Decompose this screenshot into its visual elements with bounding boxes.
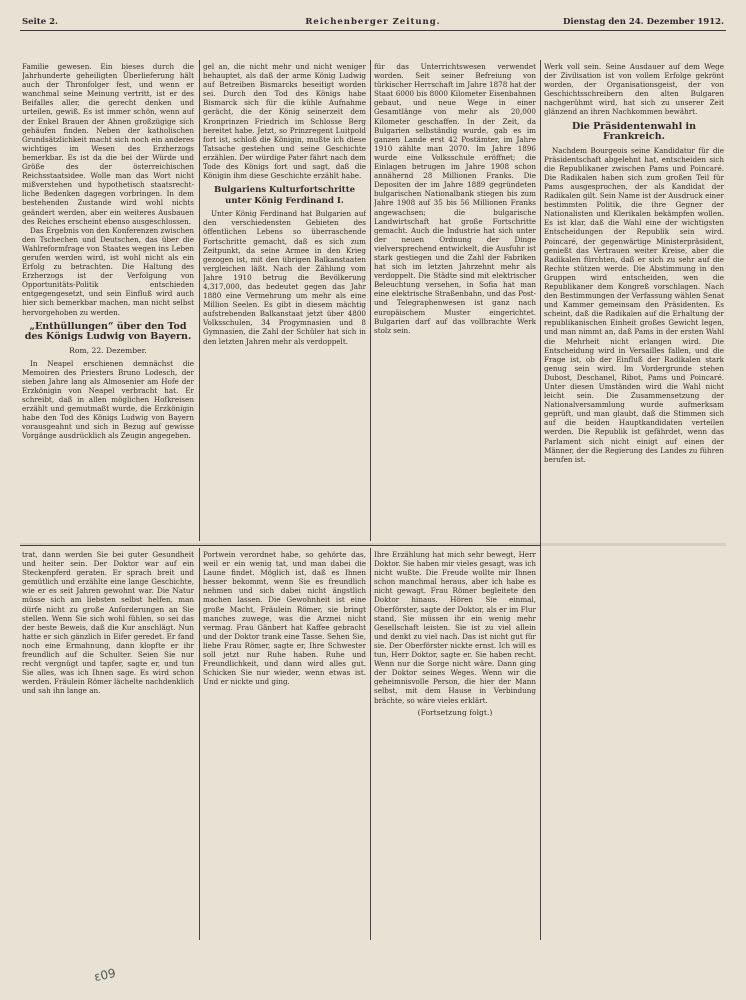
article-text: Werk voll sein. Seine Ausdauer auf dem Wege der Zivilisation ist von vollem Erfolge gekrönt worden, der Organisationsgeist, der von Geschichtsschreibern den alten Bulgaren nachgerühmt wird, hat sich zu unserer Zeit glänzend an ihren Nachkommen bewährt. — [544, 62, 724, 117]
serial-continued: (Fortsetzung folgt.) — [417, 707, 493, 717]
page-number: Seite 2. — [22, 17, 58, 27]
column-4 — [544, 62, 724, 938]
issue-date: Dienstag den 24. Dezember 1912. — [563, 17, 724, 27]
article-text: gel an, die nicht mehr und nicht weniger behauptet, als daß der arme König Ludwig auf Betreiben Bismarcks beseitigt worden sei. Durch den Tod des Königs habe Bismarck sich für die kühle Aufnahme gerächt, die der König seinerzeit dem Kronprinzen Friedrich im Schlosse Berg bereitet habe. Jetzt, so Prinzregent Luitpold fort ist, schloß die Königin, mußte ich diese Tatsache gestehen und seine Geschichte erzählen. Der würdige Pater fährt nach dem Tode des Königs fort und sagt, daß die Königin ihm diese Geschichte erzählt habe. — [203, 62, 366, 181]
page-header — [20, 16, 726, 31]
column-rule — [540, 60, 541, 940]
column-2 — [203, 62, 366, 540]
column-rule — [370, 548, 371, 940]
article-text: Unter König Ferdinand hat Bulgarien auf den verschiedensten Gebieten des öffentlichen Lebens so überraschende Fortschritte gemacht, daß es sich zum Zeitpunkt, da seine Armee in den Krieg gezogen ist, mit den übrigen Balkanstaaten vergleichen läßt. Nach der Zählung vom Jahre 1910 betrug die Bevölkerung 4,317,000, das bedeutet gegen das Jahr 1880 eine Vermehrung um mehr als eine Million Seelen. Es gibt in diesem mächtig aufstrebenden Balkanstaat jetzt über 4800 Volksschulen, 34 Progymnasien und 8 Gymnasien, die Zahl der Schüler hat sich in den letzten Jahren mehr als verdoppelt. — [203, 209, 366, 346]
article-headline: „Enthüllungen“ über den Tod des Königs Ludwig von Bayern. — [24, 320, 192, 343]
column-rule — [199, 60, 200, 541]
serial-text: Ihre Erzählung hat mich sehr bewegt, Herr Doktor. Sie haben mir vieles gesagt, was ich nicht wußte. Die Freude wollte mir Ihnen schon manchmal heraus, aber ich habe es nicht gewagt. Frau Römer begleitete den Doktor hinaus. Hören Sie einmal, Oberförster, sagte der Doktor, als er im Flur stand, Sie müssen ihr ein wenig mehr Gesellschaft leisten. Sie ist zu viel allein und denkt zu viel nach. Das ist nicht gut für sie. Der Oberförster nickte ernst. Ich will es tun, Herr Doktor, sagte er. Sie haben recht. Wenn nur die Sorge nicht wäre. Dann ging der Doktor seines Weges. Wenn wir die geheimnisvolle Person, die hier der Mann selbst, mit dem Hause in Verbindung brächte, so wäre vieles erklärt. — [374, 550, 536, 705]
article-text: Nachdem Bourgeois seine Kandidatur für die Präsidentschaft abgelehnt hat, entscheiden sich die Republikaner zwischen Pams und Poincaré. Die Radikalen haben sich zum großen Teil für Pams ausgesprochen, der als Kandidat der Radikalen gilt. Sein Name ist der Ausdruck einer bestimmten Politik, die ihre Gegner der Nationalisten und Klerikalen bekämpfen wollen. Es ist klar, daß die Wahl eine der wichtigsten Entscheidungen der Republik sein wird. Poincaré, der gegenwärtige Ministerpräsident, genießt das Vertrauen weiter Kreise, aber die Radikalen fürchten, daß er sich zu sehr auf die Rechte stützen werde. Die Abstimmung in den Gruppen wird entscheiden, wen die Republikaner dem Kongreß vorschlagen. Nach den Bestimmungen der Verfassung wählen Senat und Kammer gemeinsam den Präsidenten. Es scheint, daß die Radikalen auf die Erhaltung der republikanischen Einheit großes Gewicht legen, und man nimmt an, daß Pams in der ersten Wahl die Mehrheit nicht erlangen wird. Die Entscheidung wird in Versailles fallen, und die Frage ist, ob der Einfluß der Radikalen stark genug sein wird. Im Vordergrunde stehen Dubost, Deschanel, Ribot, Pams und Poincaré. Unter diesen Umständen wird die Wahl nicht leicht sein. Die Zusammensetzung der Nationalversammlung wurde aufmerksam geprüft, und man glaubt, daß die Stimmen sich auf die beiden Hauptkandidaten verteilen werden. Die Republik ist gefährdet, wenn das Parlament sich nicht einigt auf einen der Männer, der die Regierung des Landes zu führen berufen ist. — [544, 145, 724, 464]
margin-handwriting: ε09 — [92, 965, 117, 985]
serial-text: Portwein verordnet habe, so gehörte das, weil er ein wenig tat, und man dabei die Laune findet. Möglich ist, daß es Ihnen besser bekommt, wenn Sie es freundlich nehmen und sich dabei nicht ängstlich machen lassen. Die Gewohnheit ist eine große Macht, Fräulein Römer, sie bringt manches zuwege, was die Arznei nicht vermag. Frau Gänbert hat Kaffee gebracht und der Doktor trank eine Tasse. Sehen Sie, liebe Frau Römer, sagte er, Ihre Schwester soll jetzt nur Ruhe haben. Ruhe und Freundlichkeit, und dann wird alles gut. Schicken Sie nur wieder, wenn etwas ist. Und er nickte und ging. — [203, 550, 366, 687]
serial-column-1 — [22, 550, 194, 938]
article-text: für das Unterrichtswesen verwendet worden. Seit seiner Befreiung von türkischer Herrschaft im Jahre 1878 hat der Staat 6000 bis 8000 Kilometer Eisenbahnen gebaut, und neue Wege in einer Gesamtlänge von mehr als 20,000 Kilometer geschaffen. In der Zeit, da Bulgarien selbständig wurde, gab es im ganzen Lande erst 42 Postämter, im Jahre 1910 zählte man 2070. Im Jahre 1896 wurde eine Volksschule eröffnet; die Einlagen betrugen im Jahre 1908 schon annähernd 28 Millionen Franks. Die Depositen der im Jahre 1889 gegründeten bulgarischen Nationalbank stiegen bis zum Jahre 1908 auf 35 bis 56 Millionen Franks angewachsen; die bulgarische Landwirtschaft hat große Fortschritte gemacht. Auch die Industrie hat sich unter der neuen Ordnung der Dinge vielversprechend entwickelt, die Ausfuhr ist stark gestiegen und die Zahl der Fabriken hat sich im letzten Jahrzehnt mehr als verdoppelt. Die Städte sind mit elektrischer Beleuchtung versehen, in Sofia hat man eine elektrische Straßenbahn, und das Post- und Telegraphenwesen ist ganz nach europäischem Muster eingerichtet. Bulgarien darf auf das vollbrachte Werk stolz sein. — [374, 62, 536, 335]
article-headline: Bulgariens Kulturfortschritte unter König Ferdinand I. — [213, 185, 356, 206]
newspaper-title: Reichenberger Zeitung. — [305, 17, 441, 27]
serial-column-3 — [374, 550, 536, 938]
serial-text: trat, dann werden Sie bei guter Gesundheit und heiter sein. Der Doktor war auf ein Steckenpferd geraten. Er sprach breit und gemütlich und erzählte eine lange Geschichte, wie er es seit Jahren gewohnt war. Die Natur müsse sich am liebsten selbst helfen, man dürfe nicht zu große Anforderungen an Sie stellen. Wenn Sie sich wohl fühlen, so sei das der beste Beweis, daß die Kur anschlägt. Nun hatte er sich gänzlich in Eifer geredet. Er fand noch eine Ermahnung, dann klopfte er ihr freundlich auf die Schulter. Seien Sie nur recht vergnügt und tapfer, sagte er, und tun Sie alles, was ich Ihnen sage. Es wird schon werden. Fräulein Römer lächelte nachdenklich und sah ihn lange an. — [22, 550, 194, 696]
article-text: Familie gewesen. Ein bieses durch die Jahrhunderte geheiligten Überlieferung hält auch der Thronfolger fest, und wenn er wanchmal seine Meinung vertritt, ist er des Beifalles aller, die gerecht denken und urteilen, gewiß. Es ist immer schön, wenn auf der Enkel Brauen der Ahnen großzügige sich gehäufen finden. Neben der katholischen Grundsätzlichkeit macht sich noch ein anderes wichtiges im Wesen des Erzherzogs bemerkbar. Es ist da die bei der Würde und Größe des der österreichischen Reichsstaatsidee. Wolle man das Wort nicht mißverstehen und hypothetisch staatsrecht-liche Bedenken dagegen vorbringen. In dem bestehenden Zustande wird wohl nichts geändert werden, aber ein weiteres Ausbauen des Reiches erscheint ebenso ausgeschlossen. — [22, 62, 194, 226]
column-rule — [370, 60, 371, 541]
article-text: In Neapel erschienen demnächst die Memoiren des Priesters Bruno Lodesch, der sieben Jahre lang als Almosenier am Hofe der Erzkönigin von Neapel verbracht hat. Er schreibt, daß in allen möglichen Hofkreisen erzählt und gemutmaßt wurde, die Erzkönigin habe den Tod des Königs Ludwig von Bayern vorausgeahnt und sich in Bezug auf gewisse Vorgänge ausdrücklich als Zeugin angegeben. — [22, 358, 194, 441]
serial-column-2 — [203, 550, 366, 938]
article-text: Das Ergebnis von den Konferenzen zwischen den Tschechen und Deutschen, das über die Wahlreformfrage von Staates wegen ins Leben gerufen werden wird, ist wohl nicht als ein Erfolg zu betrachten. Die Haltung des Erzherzogs ist der Verfolgung von Opportunitäts-Politik entschieden entgegengesetzt, und sein Einfluß wird auch hier sich bemerkbar machen, man nicht selbst hervorgehoben zu werden. — [22, 225, 194, 317]
column-rule — [199, 548, 200, 940]
article-headline: Die Präsidentenwahl in Frankreich. — [571, 120, 697, 143]
column-3 — [374, 62, 536, 540]
column-1 — [22, 62, 194, 540]
article-dateline: Rom, 22. Dezember. — [69, 345, 147, 355]
